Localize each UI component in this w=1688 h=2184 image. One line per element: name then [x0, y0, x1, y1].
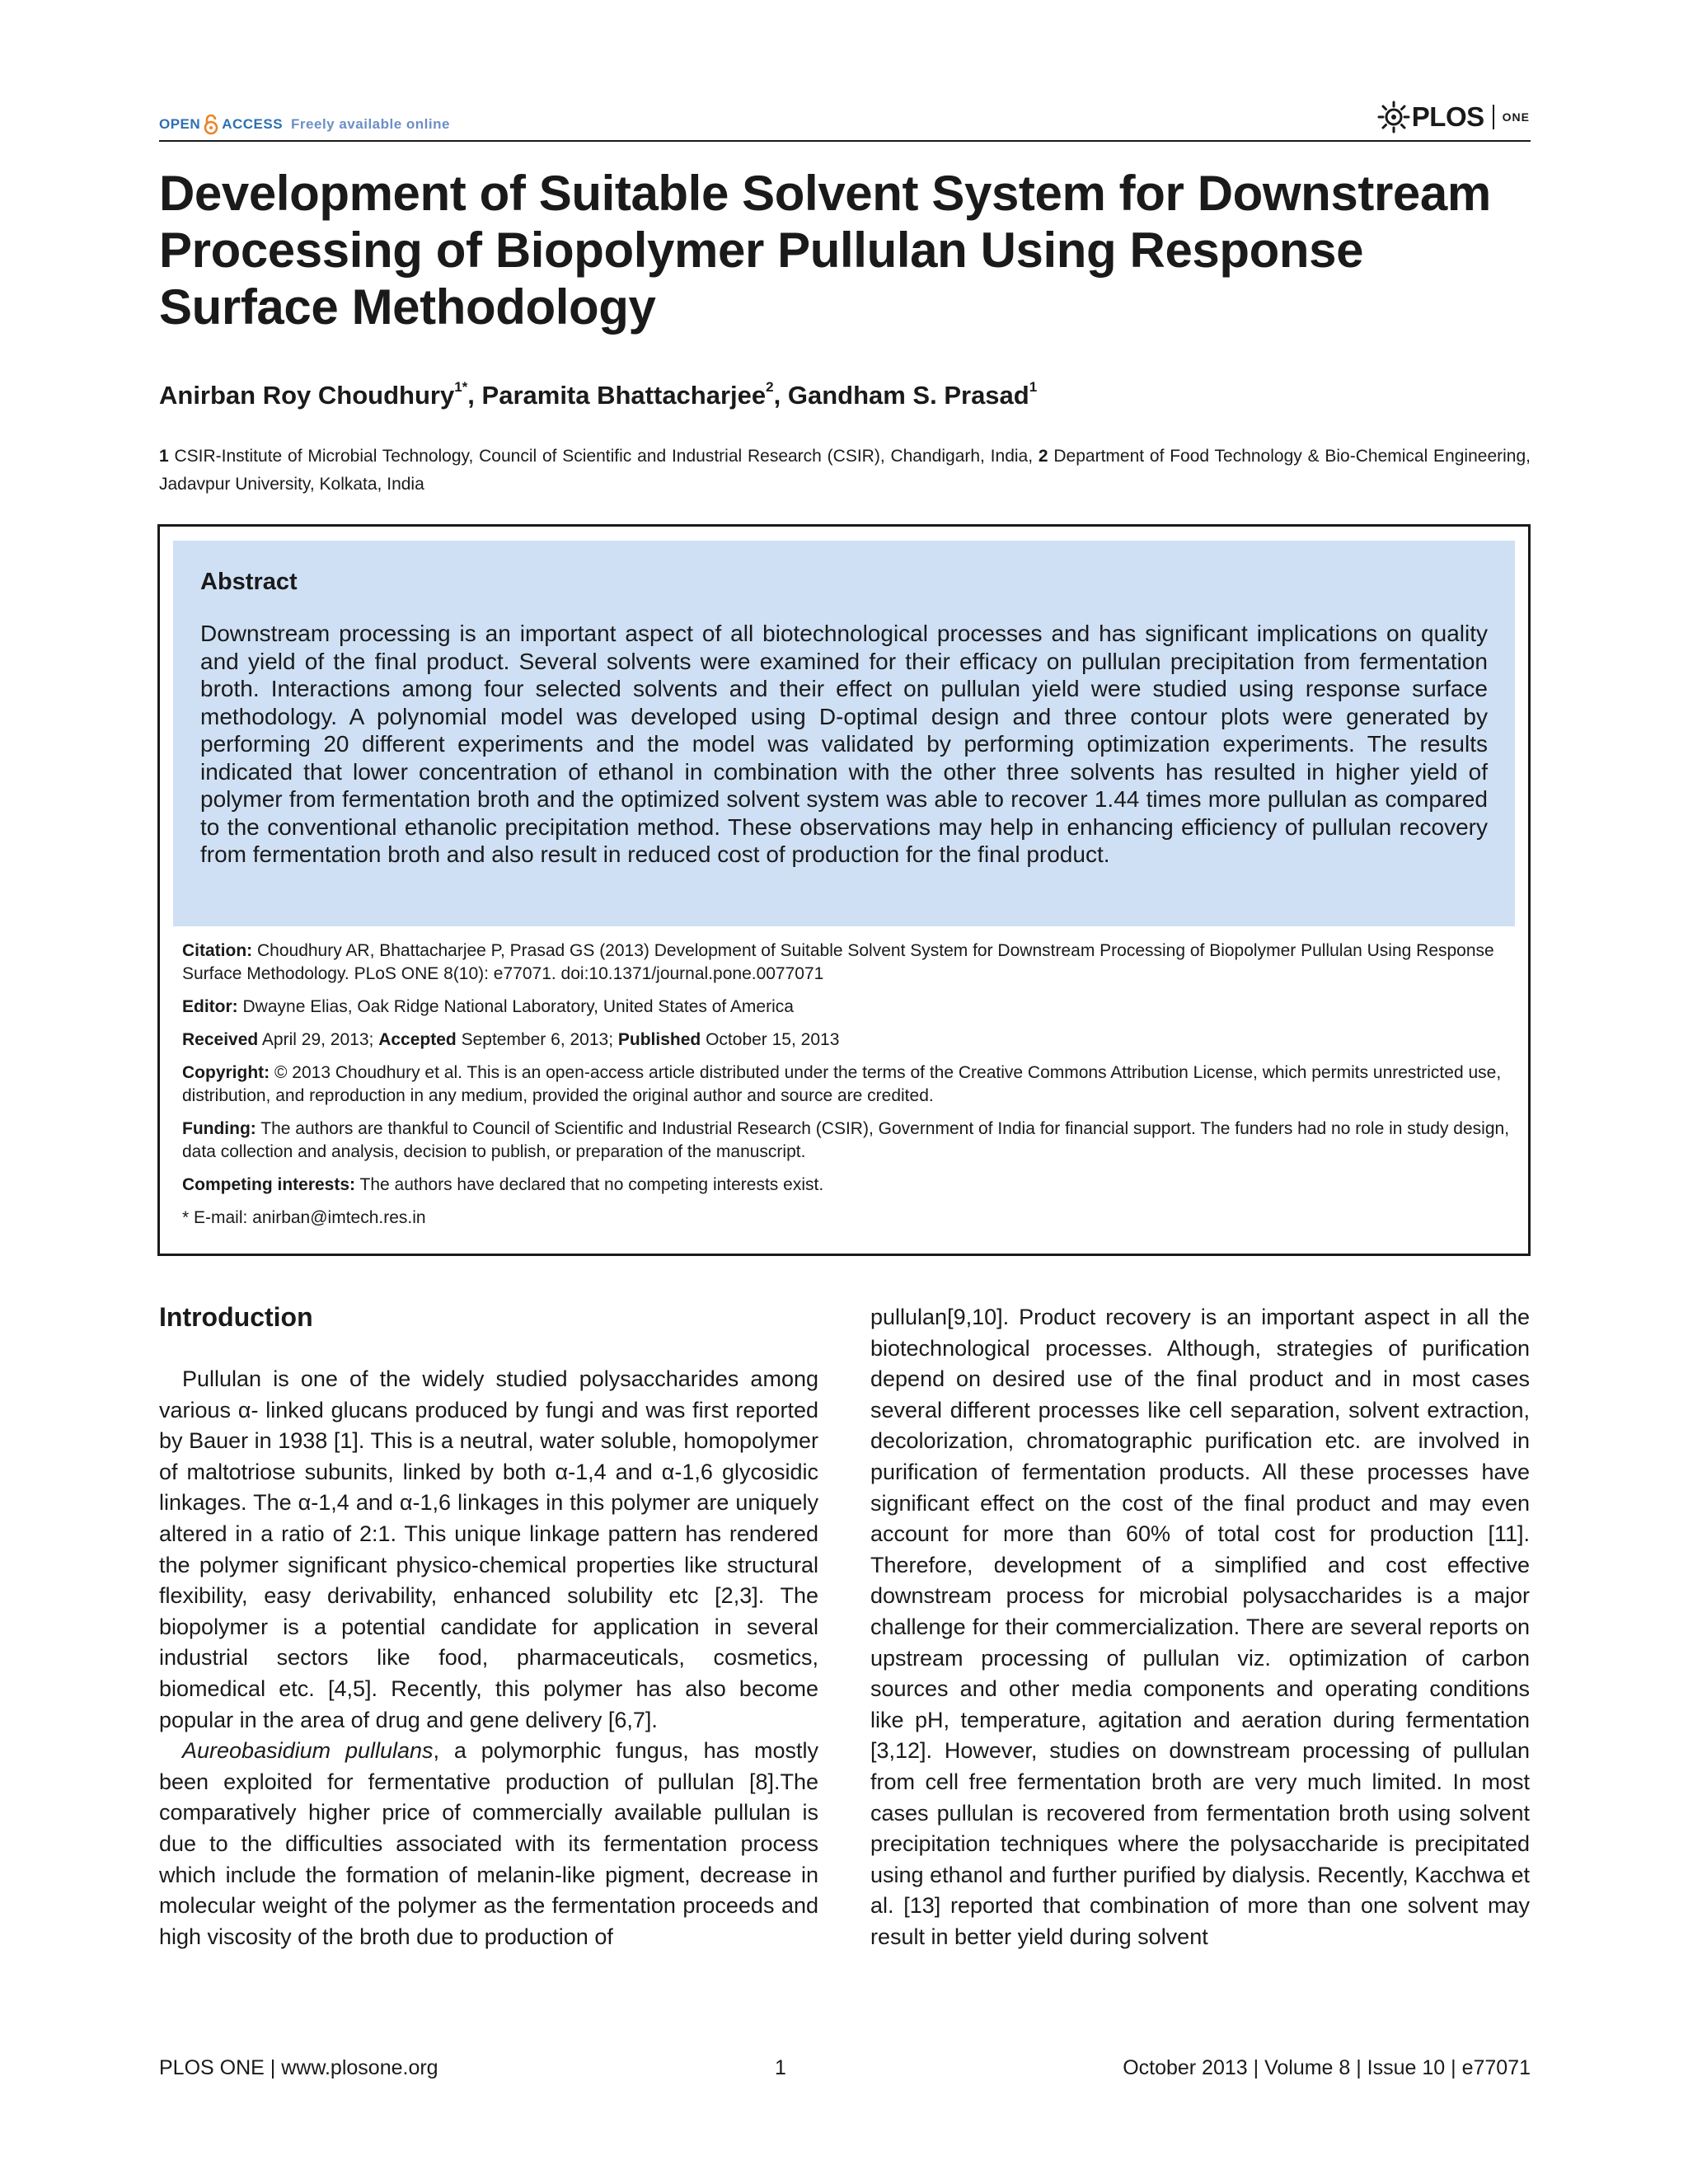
author-name: Paramita Bhattacharjee [481, 381, 767, 410]
author-name: Gandham S. Prasad [787, 381, 1029, 410]
affil-text: CSIR-Institute of Microbial Technology, Council of Scientific and Industrial Research (CSIR), Chandigarh, India, [174, 447, 1034, 466]
author-affil-mark: 1 [1029, 379, 1038, 395]
editor [182, 996, 1511, 1019]
funding-text: The authors are thankful to Council of Scientific and Industrial Research (CSIR), Government of India for financial support. The funders had no role in study design, data collection and analysis, decision to publish, or preparation of the manuscript. [182, 1119, 1510, 1161]
open-lock-icon [204, 114, 218, 135]
corresponding-email: * E-mail: anirban@imtech.res.in [182, 1208, 426, 1227]
editor-label: Editor: [182, 997, 238, 1016]
citation-label: Citation: [182, 941, 253, 960]
citation-text: Choudhury AR, Bhattacharjee P, Prasad GS (2013) Development of Suitable Solvent System for Downstream Processing of Biopolymer Pullulan Using Response Surface Methodology. PLoS ONE 8(10): e77071. doi:10.1371/journal.pone.0077071 [182, 941, 1494, 983]
competing-label: Competing interests: [182, 1175, 356, 1194]
author-list: Anirban Roy Choudhury$^{1*}$, Paramita Bhattacharjee$^2$, Gandham S. Prasad$^1$ [159, 379, 1038, 410]
body-column-left [159, 1364, 818, 1952]
competing-interests [182, 1174, 1511, 1197]
author-affil-mark: 2 [766, 379, 774, 395]
received-label: Received [182, 1030, 259, 1049]
page-footer [159, 2056, 1531, 2080]
funding [182, 1118, 1511, 1164]
accepted-date: September 6, 2013; [461, 1030, 614, 1049]
freely-available-label: Freely available online [291, 116, 450, 132]
open-label: OPEN [159, 116, 201, 132]
citation [182, 940, 1511, 986]
accepted-label: Accepted [378, 1030, 457, 1049]
footer-issue: October 2013 | Volume 8 | Issue 10 | e77071 [1123, 2056, 1531, 2079]
species-name: Aureobasidium pullulans [182, 1738, 434, 1764]
one-wordmark: ONE [1502, 110, 1530, 124]
plos-one-logo [1377, 101, 1530, 134]
open-access-badge [159, 114, 450, 135]
paragraph: Pullulan is one of the widely studied polysaccharides among various α- linked glucans produced by fungi and was first reported by Bauer in 1938 [1]. This is a neutral, water soluble, homopolymer of maltotriose subunits, linked by both α-1,4 and α-1,6 glycosidic linkages. The α-1,4 and α-1,6 linkages in this polymer are uniquely altered in a ratio of 2:1. This unique linkage pattern has rendered the polymer significant physico-chemical properties like structural flexibility, easy derivability, enhanced solubility etc [2,3]. The biopolymer is a potential candidate for application in several industrial sectors like food, pharmaceuticals, cosmetics, biomedical etc. [4,5]. Recently, this polymer has also become popular in the area of drug and gene delivery [6,7]. [159, 1366, 818, 1732]
abstract-text: Downstream processing is an important aspect of all biotechnological processes and has significant implications on quality and yield of the final product. Several solvents were examined for their efficacy on pullulan precipitation from fermentation broth. Interactions among four selected solvents and their effect on pullulan yield were studied using response surface methodology. A polynomial model was developed using D-optimal design and three contour plots were generated by performing 20 different experiments and the model was validated by performing optimization experiments. The results indicated that lower concentration of ethanol in combination with the other three solvents has resulted in higher yield of polymer from fermentation broth and the optimized solvent system was able to recover 1.44 times more pullulan as compared to the conventional ethanolic precipitation method. These observations may help in enhancing efficiency of pullulan recovery from fermentation broth and also result in reduced cost of production for the final product. [200, 621, 1488, 867]
footer-journal: PLOS ONE | www.plosone.org [159, 2056, 438, 2079]
copyright-text: © 2013 Choudhury et al. This is an open-access article distributed under the terms of the Creative Commons Attribution License, which permits unrestricted use, distribution, and reproduction in any medium, provided the original author and source are credited. [182, 1063, 1502, 1105]
published-label: Published [617, 1030, 701, 1049]
affil-number: 2 [1038, 447, 1048, 466]
author-name: Anirban Roy Choudhury [159, 381, 455, 410]
affiliations [159, 443, 1531, 499]
funding-label: Funding: [182, 1119, 256, 1138]
abstract-heading: Abstract [200, 569, 298, 595]
section-heading: Introduction [159, 1302, 313, 1332]
copyright-label: Copyright: [182, 1063, 270, 1082]
received-date: April 29, 2013; [261, 1030, 374, 1049]
page-number: 1 [774, 2056, 786, 2079]
paragraph: pullulan[9,10]. Product recovery is an important aspect in all the biotechnological processes. Although, strategies of purification depend on desired use of the final product and in most cases several different processes like cell separation, solvent extraction, decolorization, chromatographic purification etc. are involved in purification of fermentation products. All these processes have significant effect on the cost of the final product and may even account for more than 60% of total cost for production [11]. Therefore, development of a simplified and cost effective downstream process for microbial polysaccharides is a major challenge for their commercialization. There are several reports on upstream processing of pullulan viz. optimization of carbon sources and other media components and operating conditions like pH, temperature, agitation and aeration during fermentation [3,12]. However, studies on downstream processing of pullulan from cell free fermentation broth are very much limited. In most cases pullulan is recovered from fermentation broth using solvent precipitation techniques where the polysaccharide is precipitated using ethanol and further purified by dialysis. Recently, Kacchwa et al. [13] reported that combination of more than one solvent may result in better yield during solvent [870, 1305, 1530, 1949]
plos-sun-icon [1377, 101, 1410, 134]
article-title: Development of Suitable Solvent System for Downstream Processing of Biopolymer Pullulan Using Response Surface Methodology [159, 166, 1491, 335]
affil-text: Department of Food Technology & Bio-Chemical Engineering, Jadavpur University, Kolkata, India [159, 447, 1531, 494]
body-column-right [870, 1302, 1530, 1952]
copyright [182, 1062, 1511, 1108]
affil-number: 1 [159, 447, 169, 466]
author-affil-mark: 1* [454, 379, 468, 395]
editor-text: Dwayne Elias, Oak Ridge National Laboratory, United States of America [242, 997, 794, 1016]
paragraph [159, 1736, 818, 1952]
logo-divider [1493, 105, 1494, 129]
access-label: ACCESS [222, 116, 284, 132]
paragraph-text: , a polymorphic fungus, has mostly been exploited for fermentative production of pullulan [8].The comparatively higher price of commercially available pullulan is due to the difficulties associated with its fermentation process which include the formation of melanin-like pigment, decrease in molecular weight of the polymer as the fermentation proceeds and high viscosity of the broth due to production of [159, 1738, 818, 1949]
published-date: October 15, 2013 [706, 1030, 840, 1049]
plos-wordmark: PLOS [1411, 101, 1484, 132]
header-rule [159, 140, 1531, 142]
dates [182, 1029, 1511, 1052]
competing-text: The authors have declared that no competing interests exist. [359, 1175, 824, 1194]
